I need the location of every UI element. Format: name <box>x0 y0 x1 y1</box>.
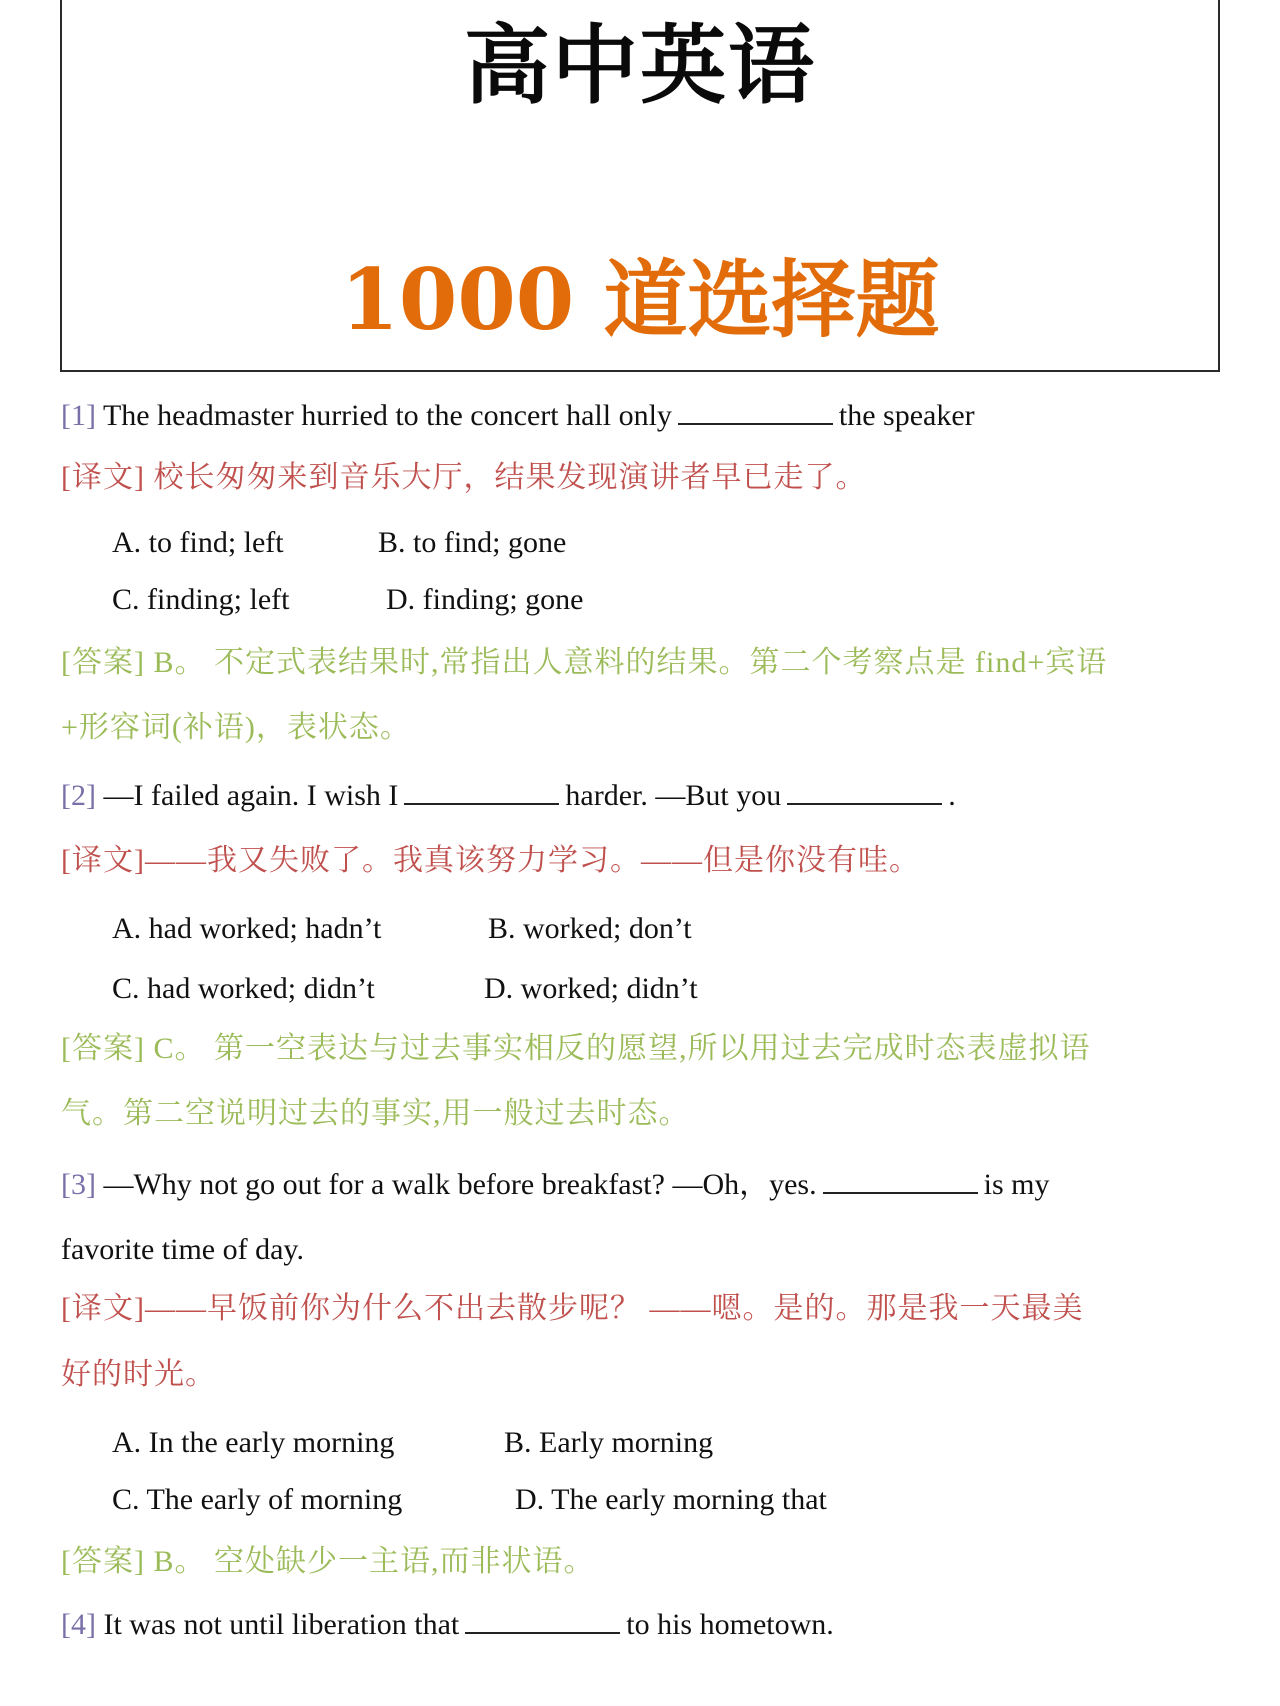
stem-text: It was not until liberation that <box>103 1608 460 1641</box>
option-c: C. The early of morning <box>112 1483 403 1516</box>
stem-text: to his hometown. <box>626 1608 834 1641</box>
title-box <box>60 0 1220 372</box>
stem-text: The headmaster hurried to the concert hall only <box>102 399 672 432</box>
option-b: B. worked; don’t <box>488 912 692 945</box>
stem-text: . <box>948 779 956 812</box>
stem-text: harder. —But you <box>565 779 782 812</box>
question-2-translation <box>61 843 920 879</box>
option-d: D. finding; gone <box>386 583 584 616</box>
question-2-answer-cont: 气。第二空说明过去的事实,用一般过去时态。 <box>61 1097 690 1130</box>
answer-text: B。 空处缺少一主语,而非状语。 <box>144 1545 595 1578</box>
answer-label: [答案] <box>61 646 145 679</box>
answer-blank <box>404 779 559 805</box>
question-1-translation <box>61 460 866 496</box>
question-2-answer <box>61 1031 1091 1067</box>
question-1-answer <box>61 645 1107 681</box>
translation-text: ——早饭前你为什么不出去散步呢？ ——嗯。是的。那是我一天最美 <box>144 1292 1084 1325</box>
option-b: B. Early morning <box>504 1426 714 1459</box>
translation-text: 校长匆匆来到音乐大厅，结果发现演讲者早已走了。 <box>144 461 867 494</box>
question-number: [2] <box>61 779 96 812</box>
document-title: 高中英语 <box>464 15 816 116</box>
stem-text: the speaker <box>838 399 975 432</box>
option-d: D. worked; didn’t <box>484 972 698 1005</box>
translation-label: [译文] <box>61 844 145 877</box>
question-3-answer <box>61 1544 595 1580</box>
question-1-stem <box>61 398 975 434</box>
answer-blank <box>787 779 942 805</box>
answer-blank <box>678 399 833 425</box>
question-3-stem-cont: favorite time of day. <box>61 1233 304 1266</box>
answer-text: B。 不定式表结果时,常指出人意料的结果。第二个考察点是 find+宾语 <box>144 646 1108 679</box>
question-4-stem <box>61 1607 834 1643</box>
translation-label: [译文] <box>61 461 145 494</box>
option-c: C. had worked; didn’t <box>112 972 375 1005</box>
answer-label: [答案] <box>61 1032 145 1065</box>
answer-text: C。 第一空表达与过去事实相反的愿望,所以用过去完成时态表虚拟语 <box>144 1032 1091 1065</box>
stem-text: —I failed again. I wish I <box>103 779 399 812</box>
translation-label: [译文] <box>61 1292 145 1325</box>
option-a: A. had worked; hadn’t <box>112 912 382 945</box>
stem-text: —Why not go out for a walk before breakfast? —Oh，yes. <box>103 1168 817 1201</box>
answer-blank <box>465 1608 620 1634</box>
question-number: [3] <box>61 1168 96 1201</box>
option-a: A. to find; left <box>112 526 284 559</box>
option-b: B. to find; gone <box>378 526 567 559</box>
question-3-translation-cont: 好的时光。 <box>61 1358 216 1391</box>
answer-label: [答案] <box>61 1545 145 1578</box>
stem-text: is my <box>983 1168 1050 1201</box>
option-a: A. In the early morning <box>112 1426 395 1459</box>
question-3-stem <box>61 1167 1049 1203</box>
document-subtitle: 1000 道选择题 <box>340 250 940 349</box>
question-number: [1] <box>61 399 96 432</box>
question-2-stem <box>61 778 956 814</box>
question-1-answer-cont: +形容词(补语)，表状态。 <box>61 711 411 744</box>
question-number: [4] <box>61 1608 96 1641</box>
question-3-translation <box>61 1291 1083 1327</box>
answer-blank <box>823 1168 978 1194</box>
option-c: C. finding; left <box>112 583 290 616</box>
translation-text: ——我又失败了。我真该努力学习。——但是你没有哇。 <box>144 844 920 877</box>
option-d: D. The early morning that <box>515 1483 827 1516</box>
